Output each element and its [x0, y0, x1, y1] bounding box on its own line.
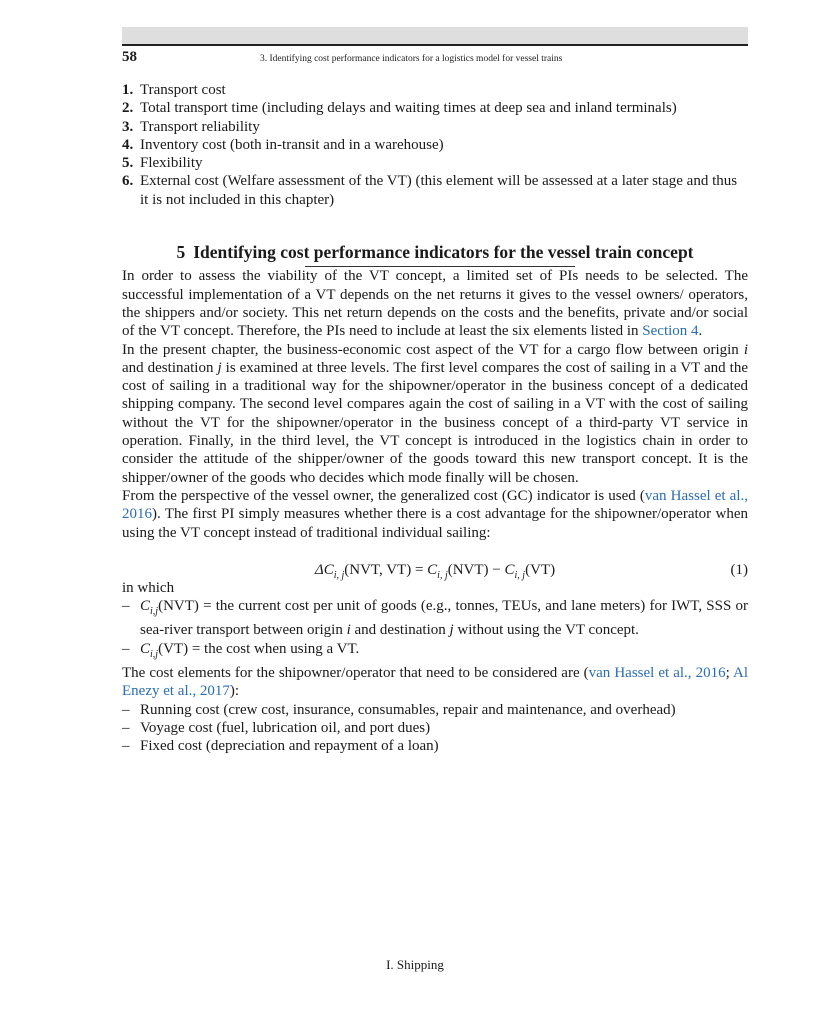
- var-i: i: [346, 622, 351, 639]
- eq-subscript: i, j: [514, 569, 526, 581]
- main-content: [122, 81, 748, 756]
- def-symbol: C: [140, 598, 151, 615]
- eq-c1-args: (NVT) −: [447, 561, 505, 578]
- paragraph-cost-elements: [122, 664, 748, 701]
- list-item: [122, 81, 748, 99]
- eq-delta-c: ΔC: [314, 561, 334, 578]
- paragraph-text: In order to assess the viability of the VT concept, a limited set of PIs needs to be selected. The successful implementation of a VT depends on the net returns it gives to the vessel owners/ operators, the shippers and/or society. This net return depends on the costs and the benefits, private and/or social of the VT concept. Therefore, the PIs need to include at least the six elements listed in: [122, 268, 748, 340]
- paragraph-text: From the perspective of the vessel owner, the generalized cost (GC) indicator is used (: [122, 487, 645, 504]
- def-subscript: i,j: [150, 648, 159, 660]
- list-item: [122, 172, 748, 209]
- list-item: [122, 597, 748, 640]
- def-text: and destination: [350, 622, 450, 639]
- page-number: 58: [122, 49, 137, 65]
- header-bar: [122, 27, 748, 46]
- list-number: 5.: [122, 155, 134, 172]
- list-text: Inventory cost (both in-transit and in a warehouse): [140, 136, 444, 153]
- def-text: (NVT) = the current cost per unit of goods (e.g., tonnes, TEUs, and lane meters) for IWT, SSS or sea-river transport between origin: [140, 598, 748, 639]
- list-number: 1.: [122, 82, 134, 98]
- list-text: Transport reliability: [140, 118, 260, 135]
- paragraph-viability: [122, 267, 748, 340]
- list-number: 2.: [122, 100, 134, 117]
- equation-number: (1): [730, 561, 748, 578]
- van-hassel-2016-link[interactable]: van Hassel et al., 2016: [122, 487, 748, 523]
- definition-list: [122, 597, 748, 664]
- def-subscript: i,j: [150, 606, 159, 618]
- list-item: [122, 136, 748, 154]
- van-hassel-2016-link[interactable]: van Hassel et al., 2016: [588, 665, 726, 682]
- in-which-label: in which: [122, 579, 175, 596]
- eq-c1: C: [427, 561, 438, 578]
- eq-c2-args: (VT): [525, 561, 556, 578]
- section-title: Identifying cost performance indicators for the vessel train concept: [193, 242, 694, 263]
- running-head: 3. Identifying cost performance indicators for a logistics model for vessel trains: [260, 54, 563, 64]
- paragraph-text: The cost elements for the shipowner/operator that need to be considered are (: [122, 665, 589, 682]
- paragraph-text: ):: [229, 683, 240, 700]
- numbered-list: [122, 81, 748, 209]
- list-text: Total transport time (including delays and waiting times at deep sea and inland terminals): [140, 100, 677, 117]
- section-4-link[interactable]: Section 4: [642, 323, 699, 340]
- paragraph-levels: [122, 341, 748, 487]
- list-text: Flexibility: [140, 155, 203, 172]
- list-number: 4.: [122, 136, 134, 153]
- def-symbol: C: [140, 640, 151, 657]
- al-enezy-2017-link[interactable]: Al Enezy et al., 2017: [122, 665, 748, 700]
- var-j: j: [217, 359, 222, 376]
- list-number: 3.: [122, 118, 134, 135]
- def-text: without using the VT concept.: [453, 622, 639, 639]
- list-text: External cost (Welfare assessment of the VT) (this element will be assessed at a later stage and thus it is not included in this chapter): [140, 173, 738, 208]
- section-number: 5: [176, 242, 186, 263]
- list-item: [122, 99, 748, 117]
- paragraph-text: ;: [725, 665, 733, 682]
- section-heading: [122, 243, 748, 267]
- paragraph-text: .: [698, 323, 703, 340]
- heading-underline: [305, 266, 575, 267]
- list-text: Transport cost: [140, 82, 226, 98]
- paragraph-perspective: [122, 487, 748, 542]
- list-item: [122, 154, 748, 172]
- paragraph-text: and destination: [122, 359, 218, 376]
- equation-body: [314, 561, 556, 581]
- page-footer: I. Shipping: [386, 957, 444, 972]
- paragraph-text: In the present chapter, the business-economic cost aspect of the VT for a cargo flow between origin: [122, 341, 744, 358]
- cost-element-list: [122, 701, 748, 756]
- paragraph-text: ). The first PI simply measures whether there is a cost advantage for the shipowner/operator when using the VT concept instead of traditional individual sailing:: [122, 506, 748, 541]
- list-item: [122, 118, 748, 136]
- eq-lhs-args: (NVT, VT) =: [344, 561, 428, 578]
- list-item: [122, 640, 748, 664]
- var-j: j: [449, 622, 454, 639]
- list-item: – Running cost (crew cost, insurance, consumables, repair and maintenance, and overhead): [122, 701, 748, 719]
- list-item: – Fixed cost (depreciation and repayment of a loan): [122, 737, 748, 755]
- list-item: – Voyage cost (fuel, lubrication oil, and port dues): [122, 719, 748, 737]
- equation-1: [122, 561, 748, 579]
- eq-c2: C: [504, 561, 515, 578]
- eq-subscript: i, j: [333, 569, 345, 581]
- eq-subscript: i, j: [437, 569, 448, 581]
- def-text: (VT) = the cost when using a VT.: [158, 640, 360, 657]
- list-number: 6.: [122, 173, 134, 190]
- var-i: i: [743, 341, 748, 358]
- paragraph-text: is examined at three levels. The first level compares the cost of sailing in a VT and the cost of sailing in a traditional way for the shipowner/operator in the business concept of a dedicated shipping company. The second level compares again the cost of sailing in a VT with the cost of sailing without the VT for the shipowner/operator in the business concept of a third-party VT service in operation. Finally, in the third level, the VT concept is introduced in the logistics chain in order to consider the attitude of the shipper/owner of the goods toward this new transport concept. It is the shipper/owner of the goods who decides which mode finally will be chosen.: [122, 359, 749, 486]
